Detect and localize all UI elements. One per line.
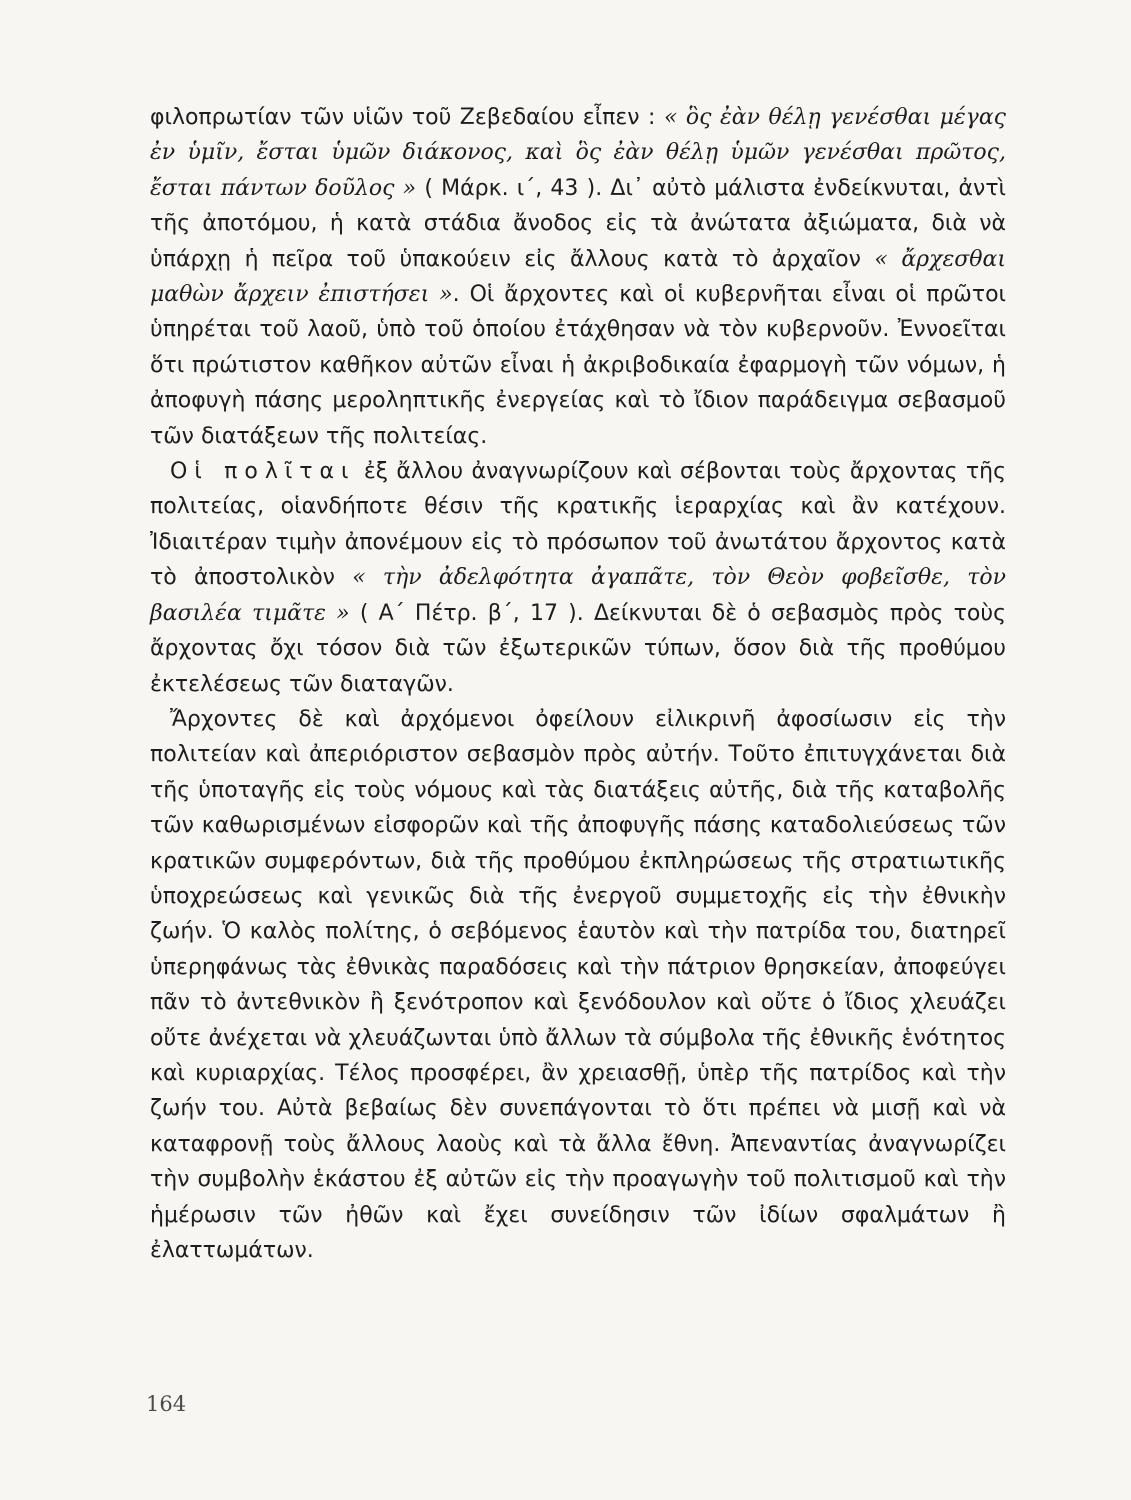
paragraph-2-text-b: ( Α΄ Πέτρ. β΄, 17 ). Δείκνυται δὲ ὁ σεβασμὸς πρὸς τοὺς ἄρχοντας ὄχι τόσον διὰ τῶν ἐξωτερικῶν τύπων, ὅσον διὰ τῆς προθύμου ἐκτελέσεως τῶν διαταγῶν. bbox=[150, 600, 1006, 697]
paragraph-1 bbox=[150, 100, 1006, 454]
page-number: 164 bbox=[146, 1392, 187, 1416]
paragraph-2-text-a: ἐξ ἄλλου ἀναγνωρίζουν καὶ σέβονται τοὺς ἄρχοντας τῆς πολιτείας, οἱανδήποτε θέσιν τῆς κρατικῆς ἱεραρχίας καὶ ἂν κατέχουν. Ἰδιαιτέραν τιμὴν ἀπονέμουν εἰς τὸ πρόσωπον τοῦ ἀνωτάτου ἄρχοντος κατὰ τὸ ἀποστολικὸν bbox=[150, 459, 1006, 591]
paragraph-1-text-a: φιλοπρωτίαν τῶν υἱῶν τοῦ Ζεβεδαίου εἶπεν : bbox=[150, 105, 664, 130]
scripture-quote-mark: « ὃς ἐὰν θέλῃ γενέσθαι μέγας ἐν ὑμῖν, ἔσται ὑμῶν διάκονος, καὶ ὃς ἐὰν θέλῃ ὑμῶν γενέσθαι πρῶτος, ἔσται πάντων δοῦλος » bbox=[150, 105, 1006, 201]
paragraph-2 bbox=[150, 454, 1006, 702]
body-text bbox=[150, 100, 1006, 1268]
paragraph-1-text-b: ( Μάρκ. ι΄, 43 ). Δι᾽ αὐτὸ μάλιστα ἐνδείκνυται, ἀντὶ τῆς ἀποτόμου, ἡ κατὰ στάδια ἄνοδος εἰς τὰ ἀνώτατα ἀξιώματα, διὰ νὰ ὑπάρχῃ ἡ πεῖρα τοῦ ὑπακούειν εἰς ἄλλους κατὰ τὸ ἀρχαῖον bbox=[150, 175, 1007, 272]
ancient-saying-quote: « ἄρχεσθαι μαθὼν ἄρχειν ἐπιστήσει » bbox=[150, 246, 1006, 308]
scripture-quote-peter: « τὴν ἀδελφότητα ἀγαπᾶτε, τὸν Θεὸν φοβεῖσθε, τὸν βασιλέα τιμᾶτε » bbox=[150, 565, 1006, 626]
paragraph-3: Ἄρχοντες δὲ καὶ ἀρχόμενοι ὀφείλουν εἰλικρινῆ ἀφοσίωσιν εἰς τὴν πολιτείαν καὶ ἀπεριόριστον σεβασμὸν πρὸς αὐτήν. Τοῦτο ἐπιτυγχάνεται διὰ τῆς ὑποταγῆς εἰς τοὺς νόμους καὶ τὰς διατάξεις αὐτῆς, διὰ τῆς καταβολῆς τῶν καθωρισμένων εἰσφορῶν καὶ τῆς ἀποφυγῆς πάσης καταδολιεύσεως τῶν κρατικῶν συμφερόντων, διὰ τῆς προθύμου ἐκπληρώσεως τῆς στρατιωτικῆς ὑποχρεώσεως καὶ γενικῶς διὰ τῆς ἐνεργοῦ συμμετοχῆς εἰς τὴν ἐθνικὴν ζωήν. Ὁ καλὸς πολίτης, ὁ σεβόμενος ἑαυτὸν καὶ τὴν πατρίδα του, διατηρεῖ ὑπερηφάνως τὰς ἐθνικὰς παραδόσεις καὶ τὴν πάτριον θρησκείαν, ἀποφεύγει πᾶν τὸ ἀντεθνικὸν ἢ ξενότροπον καὶ ξενόδουλον καὶ οὔτε ὁ ἴδιος χλευάζει οὔτε ἀνέχεται νὰ χλευάζωνται ὑπὸ ἄλλων τὰ σύμβολα τῆς ἐθνικῆς ἑνότητος καὶ κυριαρχίας. Τέλος προσφέρει, ἂν χρειασθῇ, ὑπὲρ τῆς πατρίδος καὶ τὴν ζωήν του. Αὐτὰ βεβαίως δὲν συνεπάγονται τὸ ὅτι πρέπει νὰ μισῇ καὶ νὰ καταφρονῇ τοὺς ἄλλους λαοὺς καὶ τὰ ἄλλα ἔθνη. Ἀπεναντίας ἀναγνωρίζει τὴν συμβολὴν ἑκάστου ἐξ αὐτῶν εἰς τὴν προαγωγὴν τοῦ πολιτισμοῦ καὶ τὴν ἡμέρωσιν τῶν ἠθῶν καὶ ἔχει συνείδησιν τῶν ἰδίων σφαλμάτων ἢ ἐλαττωμάτων. bbox=[150, 706, 1006, 1263]
paragraph-1-text-c: . Οἱ ἄρχοντες καὶ οἱ κυβερνῆται εἶναι οἱ πρῶτοι ὑπηρέται τοῦ λαοῦ, ὑπὸ τοῦ ὁποίου ἐτάχθησαν νὰ τὸν κυβερνοῦν. Ἐννοεῖται ὅτι πρώτιστον καθῆκον αὐτῶν εἶναι ἡ ἀκριβοδικαία ἐφαρμογὴ τῶν νόμων, ἡ ἀποφυγὴ πάσης μεροληπτικῆς ἐνεργείας καὶ τὸ ἴδιον παράδειγμα σεβασμοῦ τῶν διατάξεων τῆς πολιτείας. bbox=[150, 282, 1006, 449]
spaced-term-politai: Οἱ πολῖται bbox=[170, 459, 356, 485]
